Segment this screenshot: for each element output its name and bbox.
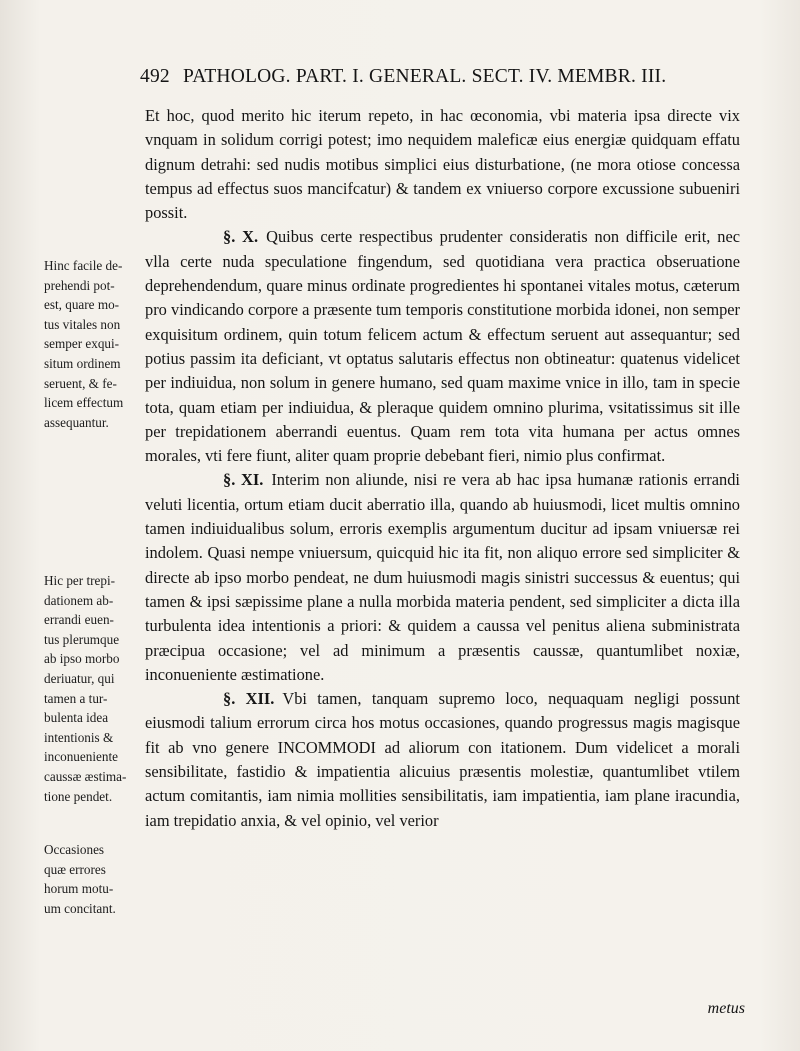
paragraph-text: Quibus certe respectibus prudenter consideratis non difficile erit, nec vlla certe nuda speculatione fingendum, sed quotidiana vera practica obseruatione deprehendendum, quare minus ordinate progredientes hi spontanei vitales motus, cæterum pro vindicando corpore a præsente tum temporis constitutione morbida idonei, non semper exquisitum ordinem, quin totum felicem actum & effectum seruent aut assequantur; sed potius passim ita deficiant, vt optatus salutaris effectus non obtineatur: quatenus videlicet per indiuidua, non solum in genere humano, sed quam maxime vnice in illo, tam in specie tota, quam etiam per indiuidua, & pleraque quidem omnino plurima, vsitatissimus sit ille per trepidationem aberrandi euentus. Quam rem tota vita humana per actus omnes morales, vti fere fiunt, aliter quam proprie debebant fieri, nimio plus confirmat. <box>145 227 740 466</box>
main-text <box>145 104 740 833</box>
note-line: Hinc facile de- <box>44 258 123 273</box>
paragraph-text: Interim non aliunde, nisi re vera ab hac ipsa humanæ rationis errandi veluti licentia, ortum etiam ducit aberratio illa, quando ab huiusmodi, licet multis omnino tamen indiuidualibus solum, erroris exemplis argumentum ducitur ad ipsam vniuersæ rei indolem. Quasi nempe vniuersum, quicquid hic ita fit, non aliquo errore sed simpliciter & directe ab ipso morbo pendeat, ne dum huiusmodi magis sinistri successus & euentus; qui tamen & ipsi sæpissime plane a nulla morbida materia pendent, sed simpliciter a dicta illa turbulenta idea intentionis a priori: & quidem a caussa vel penitus aliena subministrata præcipua occasione; vel ad minimum a præsentis caussæ, quantumlibet noxiæ, inconueniente æstimatione. <box>145 470 740 684</box>
note-line: situm ordinem <box>44 355 121 371</box>
note-line: errandi euen- <box>44 612 114 628</box>
note-line: um concitant. <box>44 900 116 916</box>
note-line: caussæ æstima- <box>44 768 127 784</box>
note-line: tamen a tur- <box>44 690 108 706</box>
catchword: metus <box>707 1000 745 1017</box>
paragraph-section-xi <box>145 468 740 687</box>
section-number: §. XI. <box>223 470 264 490</box>
note-line: seruent, & fe- <box>44 375 117 391</box>
marginal-note-3 <box>44 840 146 918</box>
note-line: tus plerumque <box>44 631 120 647</box>
paragraph-text: Vbi tamen, tanquam supremo loco, nequaquam negligi possunt eiusmodi talium errorum circa hos motus occasiones, quando progressus magis magisque fit ab vno genere INCOMMODI ad aliorum con itationem. Dum videlicet a morali sensibilitate, fastidio & impatientia alicuius præsentis molestiæ, quantumlibet vtilem actum comitantis, iam nimia mollities sensibilitatis, iam impatientia, iam plane iracundia, iam trepidatio anxia, & vel opinio, vel verior <box>145 689 740 830</box>
note-line: prehendi pot- <box>44 277 115 293</box>
note-line: bulenta idea <box>44 710 109 726</box>
note-line: intentionis & <box>44 729 114 745</box>
note-line: Hic per trepi- <box>44 573 116 588</box>
note-line: inconueniente <box>44 749 118 765</box>
note-line: licem effectum <box>44 395 124 411</box>
running-header <box>140 66 740 88</box>
note-line: horum motu- <box>44 881 114 897</box>
paragraph-intro <box>145 104 740 225</box>
note-line: ab ipso morbo <box>44 651 120 667</box>
note-line: tione pendet. <box>44 788 113 804</box>
note-line: dationem ab- <box>44 592 114 608</box>
note-line: deriuatur, qui <box>44 670 115 686</box>
note-line: est, quare mo- <box>44 297 120 313</box>
marginal-note-1 <box>44 256 146 432</box>
note-line: quæ errores <box>44 861 106 877</box>
page-number: 492 <box>140 66 170 87</box>
note-line: assequantur. <box>44 414 109 430</box>
paragraph-section-xii <box>145 687 740 833</box>
paragraph-text: Et hoc, quod merito hic iterum repeto, in hac œconomia, vbi materia ipsa directe vix vnquam in solidum corrigi potest; imo nequidem maleficæ eius energiæ quidquam effatu dignum detrahi: sed nudis motibus simplici eius disturbatione, (ne mora otiose concessa tempus ad effectus suos mancifcatur) & tandem ex vniuerso corpore excussione subueniri possit. <box>145 106 740 223</box>
running-title: PATHOLOG. PART. I. GENERAL. SECT. IV. MEMBR. III. <box>182 66 667 87</box>
section-number: §. X. <box>223 227 259 247</box>
note-line: Occasiones <box>44 842 105 857</box>
paragraph-section-x <box>145 225 740 468</box>
note-line: semper exqui- <box>44 336 120 352</box>
marginal-note-2 <box>44 571 146 806</box>
note-line: tus vitales non <box>44 316 121 332</box>
section-number: §. XII. <box>223 689 275 709</box>
